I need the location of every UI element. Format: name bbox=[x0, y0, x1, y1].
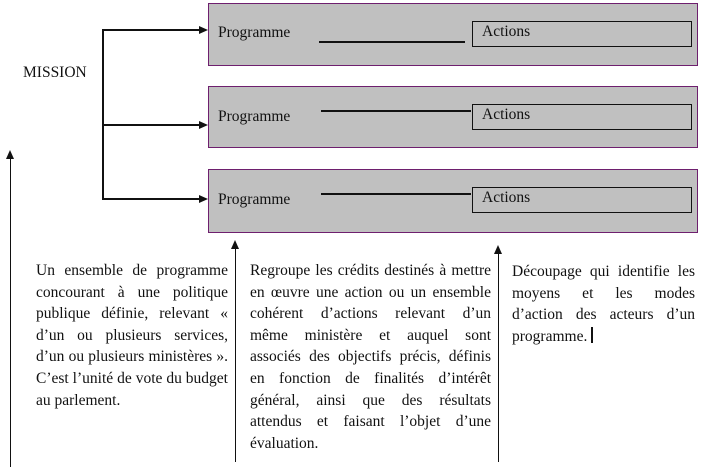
programme-actions-connector bbox=[321, 110, 471, 112]
actions-box-1 bbox=[472, 21, 692, 47]
arrow-right-icon bbox=[199, 195, 208, 203]
arrow-right-icon bbox=[199, 121, 208, 129]
programme-box-1 bbox=[208, 3, 698, 66]
mission-bracket-vertical bbox=[102, 29, 104, 199]
mission-description: Un ensemble de programme concourant à une politique publique définie, relevant « d’un ou plusieurs services, d’un ou plusieurs ministères ». C’est l’unité de vote du budget au parlement. bbox=[36, 262, 228, 409]
actions-label: Actions bbox=[482, 23, 531, 40]
programme-description: Regroupe les crédits destinés à mettre en œuvre une action ou un ensemble cohérent d’actions relevant d’un même ministère et auquel sont associés des objectifs précis, définis en fonction de finalités d’intérêt général, ainsi que des résultats attendus et faisant l’objet d’une évaluation. bbox=[250, 262, 491, 452]
mission-label: MISSION bbox=[23, 64, 87, 81]
programme-label: Programme bbox=[218, 108, 291, 125]
arrow-right-icon bbox=[199, 26, 208, 34]
text-cursor bbox=[591, 327, 593, 343]
programme-actions-connector bbox=[319, 41, 465, 43]
actions-label: Actions bbox=[482, 189, 531, 206]
actions-description bbox=[512, 261, 695, 347]
actions-description-text: Découpage qui identifie les moyens et les modes d’action des acteurs d’un programme. bbox=[512, 263, 695, 345]
programme-up-line bbox=[235, 248, 237, 462]
mission-branch-3 bbox=[102, 198, 199, 200]
programme-actions-connector bbox=[321, 193, 471, 195]
programme-label: Programme bbox=[218, 24, 291, 41]
actions-label: Actions bbox=[482, 106, 531, 123]
mission-branch-1 bbox=[102, 29, 199, 31]
mission-up-line bbox=[10, 158, 12, 467]
programme-box-3 bbox=[208, 169, 698, 233]
actions-up-line bbox=[498, 253, 500, 462]
actions-box-2 bbox=[472, 104, 692, 130]
mission-branch-2 bbox=[102, 124, 199, 126]
programme-label: Programme bbox=[218, 191, 291, 208]
actions-box-3 bbox=[472, 187, 692, 213]
programme-box-2 bbox=[208, 86, 698, 148]
